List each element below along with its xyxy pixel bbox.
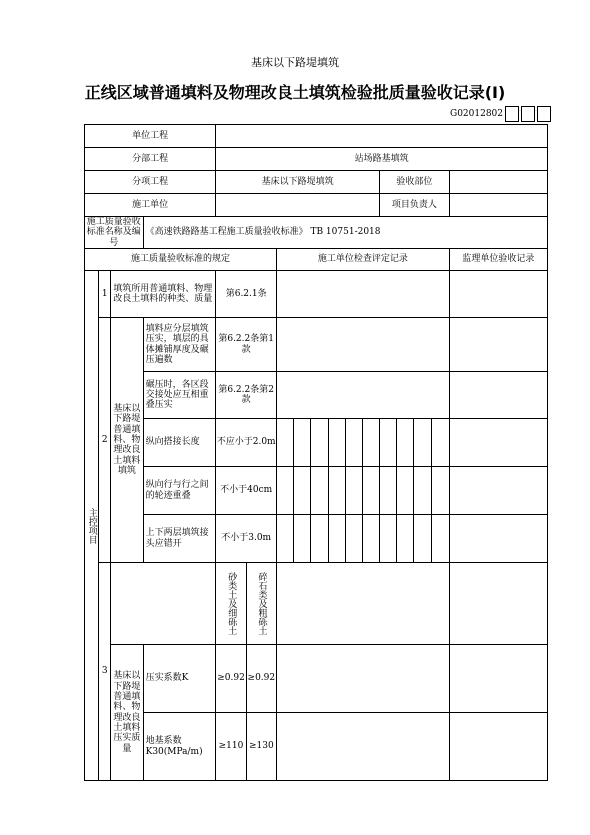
item-1-number: 1 [99, 271, 111, 318]
construction-unit-value[interactable] [216, 194, 380, 217]
item-3b-val-a: ≥110 [216, 713, 246, 781]
sub-project-label: 分部工程 [85, 148, 216, 171]
item-2c-desc: 纵向搭接长度 [143, 419, 216, 467]
check-cell[interactable] [414, 419, 431, 467]
item-3a-check[interactable] [276, 645, 449, 713]
acceptance-part-value[interactable] [449, 171, 547, 194]
item-3-col-b: 碎石类及粗砾土 [246, 563, 276, 645]
item-3a-supervise[interactable] [449, 645, 547, 713]
check-cell[interactable] [414, 515, 431, 563]
check-cell[interactable] [345, 515, 362, 563]
check-cell[interactable] [328, 419, 345, 467]
acceptance-part-label: 验收部位 [380, 171, 450, 194]
check-cell[interactable] [380, 419, 397, 467]
item-2a-desc: 填料应分层填筑压实，填层的具体摊铺厚度及碾压遍数 [143, 318, 216, 372]
item-3b-check[interactable] [276, 713, 449, 781]
check-cell[interactable] [294, 467, 311, 515]
code-box-1[interactable] [505, 106, 519, 122]
item-3-group: 基床以下路堤普通填料、物理改良土填料压实质量 [111, 645, 143, 781]
item-2a-check[interactable] [276, 318, 449, 372]
check-cell[interactable] [276, 467, 293, 515]
item-3-header-check[interactable] [276, 563, 449, 645]
item-2c-supervise[interactable] [449, 419, 547, 467]
check-cell[interactable] [431, 467, 449, 515]
check-cell[interactable] [397, 467, 414, 515]
check-cell[interactable] [328, 515, 345, 563]
code-box-3[interactable] [537, 106, 551, 122]
code-box-2[interactable] [521, 106, 535, 122]
item-2e-ref: 不小于3.0m [216, 515, 277, 563]
item-1-check[interactable] [276, 271, 449, 318]
item-1-ref: 第6.2.1条 [216, 271, 277, 318]
item-2-group: 基床以下路堤普通填料、物理改良土填料填筑 [111, 318, 143, 563]
item-2b-supervise[interactable] [449, 372, 547, 419]
item-2e-desc: 上下两层填筑接头应错开 [143, 515, 216, 563]
sub-project-value[interactable]: 站场路基填筑 [216, 148, 548, 171]
item-2d-desc: 纵向行与行之间的轮迹重叠 [143, 467, 216, 515]
check-cell[interactable] [311, 419, 328, 467]
item-2a-ref: 第6.2.2条第1款 [216, 318, 277, 372]
item-3-blank [111, 563, 216, 645]
spec-column-header: 施工质量验收标准的规定 [85, 249, 277, 271]
item-2e-supervise[interactable] [449, 515, 547, 563]
item-2b-desc: 碾压时，各区段交接处应互相重叠压实 [143, 372, 216, 419]
supervise-column-header: 监理单位验收记录 [449, 249, 547, 271]
item-2d-ref: 不小于40cm [216, 467, 277, 515]
check-cell[interactable] [380, 467, 397, 515]
standard-label: 施工质量验收标准名称及编号 [85, 217, 144, 249]
main-control-label: 主控项目 [85, 271, 99, 781]
check-cell[interactable] [345, 467, 362, 515]
item-3a-val-a: ≥0.92 [216, 645, 246, 713]
form-code-text: G02012802 [450, 109, 503, 119]
item-2b-check[interactable] [276, 372, 449, 419]
acceptance-record-table [84, 124, 548, 781]
unit-project-label: 单位工程 [85, 125, 216, 148]
check-cell[interactable] [311, 515, 328, 563]
item-3b-desc: 地基系数K30(MPa/m) [143, 713, 216, 781]
form-title: 正线区域普通填料及物理改良土填筑检验批质量验收记录(Ⅰ) [84, 83, 506, 102]
check-cell[interactable] [345, 419, 362, 467]
check-cell[interactable] [431, 419, 449, 467]
item-2c-ref: 不应小于2.0m [216, 419, 277, 467]
project-leader-label: 项目负责人 [380, 194, 450, 217]
item-3b-val-b: ≥130 [246, 713, 276, 781]
check-cell[interactable] [362, 467, 379, 515]
check-cell[interactable] [414, 467, 431, 515]
item-2b-ref: 第6.2.2条第2款 [216, 372, 277, 419]
check-cell[interactable] [380, 515, 397, 563]
form-code [450, 106, 551, 122]
item-3-header-supervise[interactable] [449, 563, 547, 645]
check-cell[interactable] [276, 515, 293, 563]
check-cell[interactable] [328, 467, 345, 515]
check-cell[interactable] [397, 515, 414, 563]
form-subtitle: 基床以下路堤填筑 [251, 56, 339, 69]
item-project-value[interactable]: 基床以下路堤填筑 [216, 171, 380, 194]
item-2a-supervise[interactable] [449, 318, 547, 372]
item-1-desc: 填筑所用普通填料、物理改良土填料的种类、质量 [111, 271, 216, 318]
check-cell[interactable] [294, 419, 311, 467]
check-cell[interactable] [362, 419, 379, 467]
item-3a-val-b: ≥0.92 [246, 645, 276, 713]
item-3-col-a: 砂类土及细砾土 [216, 563, 246, 645]
check-cell[interactable] [311, 467, 328, 515]
check-cell[interactable] [431, 515, 449, 563]
item-3b-supervise[interactable] [449, 713, 547, 781]
unit-project-value[interactable] [216, 125, 548, 148]
standard-value: 《高速铁路路基工程施工质量验收标准》 TB 10751-2018 [143, 217, 547, 249]
project-leader-value[interactable] [449, 194, 547, 217]
item-3-number: 3 [99, 563, 111, 781]
construction-unit-label: 施工单位 [85, 194, 216, 217]
check-cell[interactable] [362, 515, 379, 563]
check-cell[interactable] [294, 515, 311, 563]
item-project-label: 分项工程 [85, 171, 216, 194]
item-3a-desc: 压实系数K [143, 645, 216, 713]
item-1-supervise[interactable] [449, 271, 547, 318]
check-cell[interactable] [276, 419, 293, 467]
check-cell[interactable] [397, 419, 414, 467]
check-column-header: 施工单位检查评定记录 [276, 249, 449, 271]
item-2-number: 2 [99, 318, 111, 563]
item-2d-supervise[interactable] [449, 467, 547, 515]
